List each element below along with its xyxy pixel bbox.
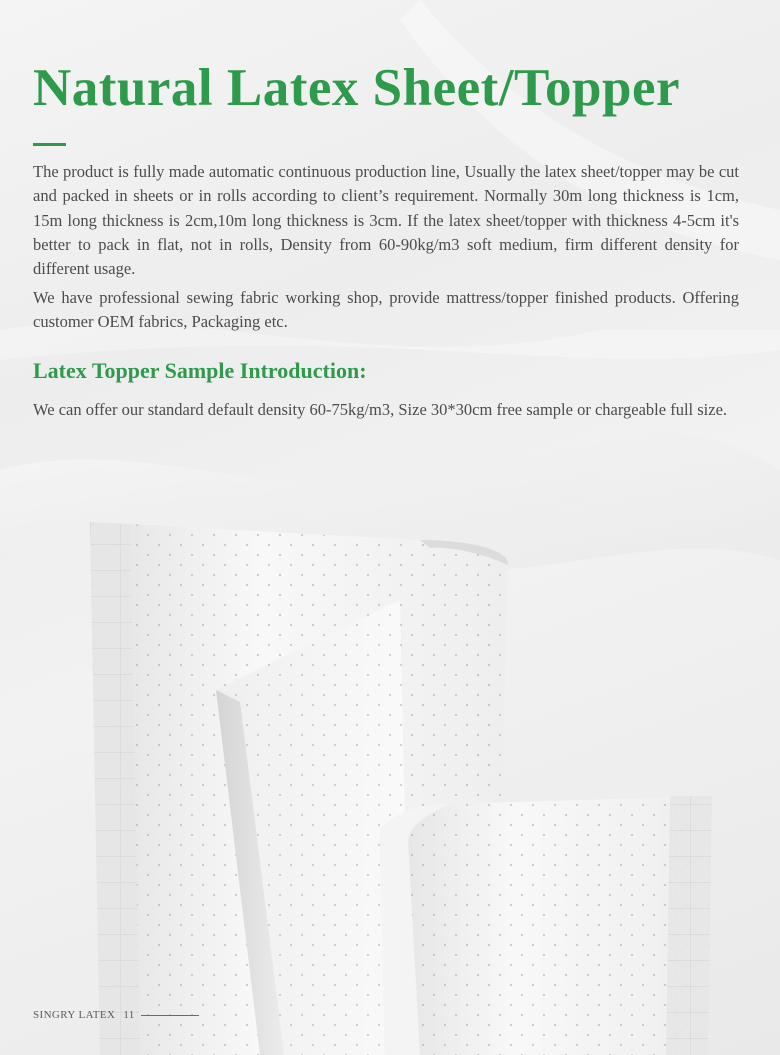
page-footer (33, 1009, 199, 1021)
intro-paragraph-2: We have professional sewing fabric working shop, provide mattress/topper finished products. Offering customer OEM fabrics, Packaging etc. (33, 288, 739, 332)
footer-rule (141, 1015, 199, 1016)
footer-brand: SINGRY LATEX (33, 1009, 116, 1021)
footer-page-number: 11 (123, 1009, 135, 1021)
sample-section-heading: Latex Topper Sample Introduction: (33, 358, 367, 383)
title-accent-bar (33, 143, 66, 146)
sample-section-body: We can offer our standard default density 60-75kg/m3, Size 30*30cm free sample or chargeable full size. (33, 400, 728, 419)
page-title: Natural Latex Sheet/Topper (33, 59, 681, 117)
intro-paragraph-1: The product is fully made automatic continuous production line, Usually the latex sheet/topper may be cut and packed in sheets or in rolls according to client’s requirement. Normally 30m long thickness is 1cm, 15m long thickness is 2cm,10m long thickness is 3cm. If the latex sheet/topper with thickness 4-5cm it's better to pack in flat, not in rolls, Density from 60-90kg/m3 soft medium, firm different density for different usage. (33, 162, 739, 279)
latex-topper-image (0, 440, 780, 1055)
